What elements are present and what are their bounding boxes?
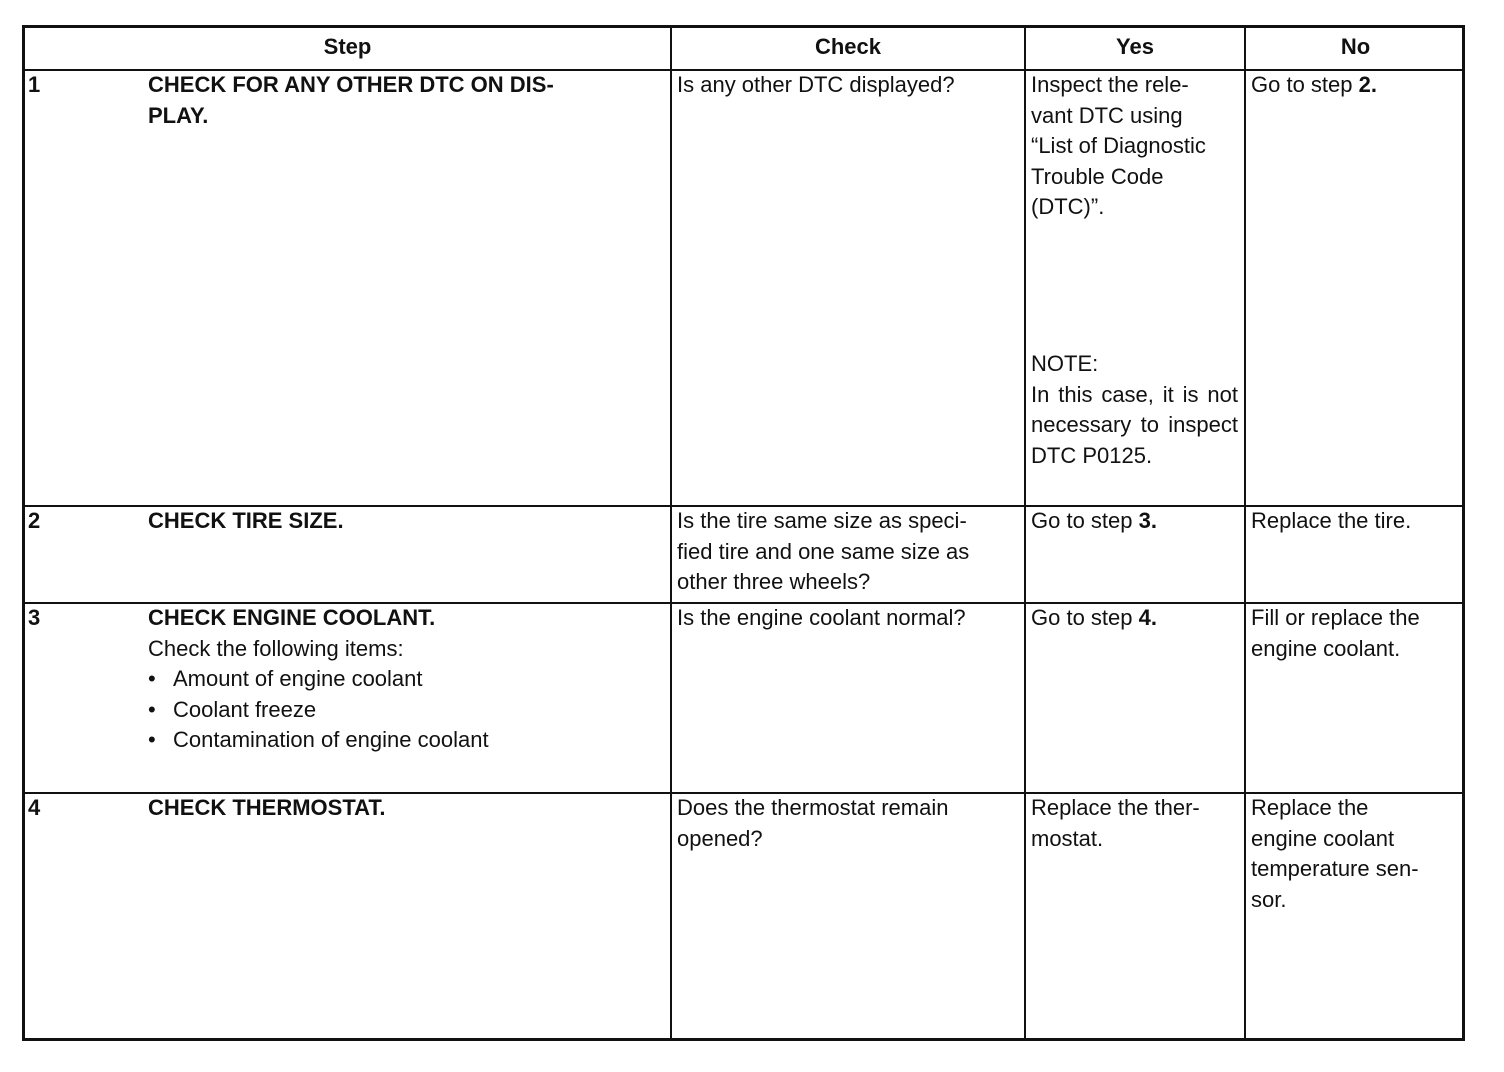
yes-line: Inspect the rele- bbox=[1031, 72, 1189, 97]
yes-line: Replace the ther- bbox=[1031, 795, 1200, 820]
yes-cell bbox=[1026, 505, 1244, 602]
step-title: CHECK TIRE SIZE. bbox=[148, 508, 344, 533]
check-cell bbox=[672, 505, 1024, 602]
step-number: 1 bbox=[28, 72, 41, 97]
table-row bbox=[25, 792, 1462, 1041]
step-body bbox=[148, 70, 662, 131]
header-check: Check bbox=[814, 34, 882, 59]
goto-step-ref: 3. bbox=[1138, 508, 1157, 533]
goto-prefix: Go to step bbox=[1031, 605, 1139, 630]
check-cell bbox=[672, 69, 1024, 505]
yes-cell bbox=[1026, 69, 1244, 505]
check-items-list bbox=[148, 664, 662, 756]
note-block bbox=[1031, 349, 1238, 471]
no-cell bbox=[1246, 602, 1465, 792]
no-cell bbox=[1246, 69, 1465, 505]
list-item: • Coolant freeze bbox=[148, 695, 662, 726]
diagnostic-table bbox=[22, 25, 1465, 1041]
no-cell bbox=[1246, 505, 1465, 602]
check-text bbox=[677, 506, 1018, 598]
note-label: NOTE: bbox=[1031, 351, 1099, 376]
goto-prefix: Go to step bbox=[1031, 508, 1139, 533]
step-title: CHECK THERMOSTAT. bbox=[148, 795, 386, 820]
goto-prefix: Go to step bbox=[1251, 72, 1359, 97]
check-text: Is any other DTC displayed? bbox=[677, 72, 955, 97]
yes-text bbox=[1031, 603, 1238, 634]
table-header-row bbox=[25, 28, 1462, 71]
yes-line: (DTC)”. bbox=[1031, 194, 1105, 219]
yes-line: mostat. bbox=[1031, 825, 1104, 851]
yes-text bbox=[1031, 793, 1238, 854]
table-row bbox=[25, 69, 1462, 507]
yes-line: vant DTC using bbox=[1031, 102, 1183, 128]
no-line: Replace the bbox=[1251, 795, 1369, 820]
step-number: 2 bbox=[28, 508, 41, 533]
step-cell bbox=[25, 602, 670, 792]
note-body: In this case, it is not necessary to inspect DTC P0125. bbox=[1031, 381, 1238, 468]
step-body bbox=[148, 506, 662, 537]
step-number: 4 bbox=[28, 795, 41, 820]
no-line: temperature sen- bbox=[1251, 856, 1419, 881]
table-row bbox=[25, 505, 1462, 604]
yes-cell bbox=[1026, 602, 1244, 792]
yes-line: Trouble Code bbox=[1031, 163, 1164, 189]
step-body bbox=[148, 793, 662, 824]
yes-line: “List of Diagnostic bbox=[1031, 133, 1206, 158]
check-line: other three wheels? bbox=[677, 569, 871, 594]
no-line: engine coolant bbox=[1251, 825, 1395, 851]
no-text bbox=[1251, 70, 1459, 101]
no-text bbox=[1251, 793, 1459, 915]
step-intro: Check the following items: bbox=[148, 635, 404, 661]
check-line: opened? bbox=[677, 825, 763, 851]
step-body bbox=[148, 603, 662, 756]
no-line: engine coolant. bbox=[1251, 635, 1401, 661]
step-cell bbox=[25, 505, 670, 602]
step-title: CHECK ENGINE COOLANT. bbox=[148, 605, 436, 630]
check-text: Is the engine coolant normal? bbox=[677, 605, 966, 630]
no-line: Fill or replace the bbox=[1251, 605, 1420, 630]
check-line: Does the thermostat remain bbox=[677, 795, 949, 820]
no-cell bbox=[1246, 792, 1465, 1041]
yes-cell bbox=[1026, 792, 1244, 1041]
goto-step-ref: 4. bbox=[1138, 605, 1157, 630]
list-item: • Contamination of engine coolant bbox=[148, 725, 662, 756]
check-cell bbox=[672, 602, 1024, 792]
yes-text bbox=[1031, 506, 1238, 537]
header-step: Step bbox=[323, 34, 372, 59]
table-row bbox=[25, 602, 1462, 794]
header-yes: Yes bbox=[1116, 34, 1154, 59]
check-line: Is the tire same size as speci- bbox=[677, 508, 967, 533]
no-line: sor. bbox=[1251, 886, 1287, 912]
step-title: CHECK FOR ANY OTHER DTC ON DIS- bbox=[148, 72, 554, 97]
step-title-continued: PLAY. bbox=[148, 102, 209, 128]
step-cell bbox=[25, 69, 670, 505]
no-text bbox=[1251, 603, 1459, 664]
goto-step-ref: 2. bbox=[1358, 72, 1377, 97]
step-number: 3 bbox=[28, 605, 41, 630]
step-cell bbox=[25, 792, 670, 1041]
no-text: Replace the tire. bbox=[1251, 508, 1412, 533]
check-line: fied tire and one same size as bbox=[677, 538, 970, 564]
check-text bbox=[677, 793, 1018, 854]
yes-text bbox=[1031, 70, 1238, 223]
header-no: No bbox=[1340, 34, 1371, 59]
check-cell bbox=[672, 792, 1024, 1041]
list-item: • Amount of engine coolant bbox=[148, 664, 662, 695]
